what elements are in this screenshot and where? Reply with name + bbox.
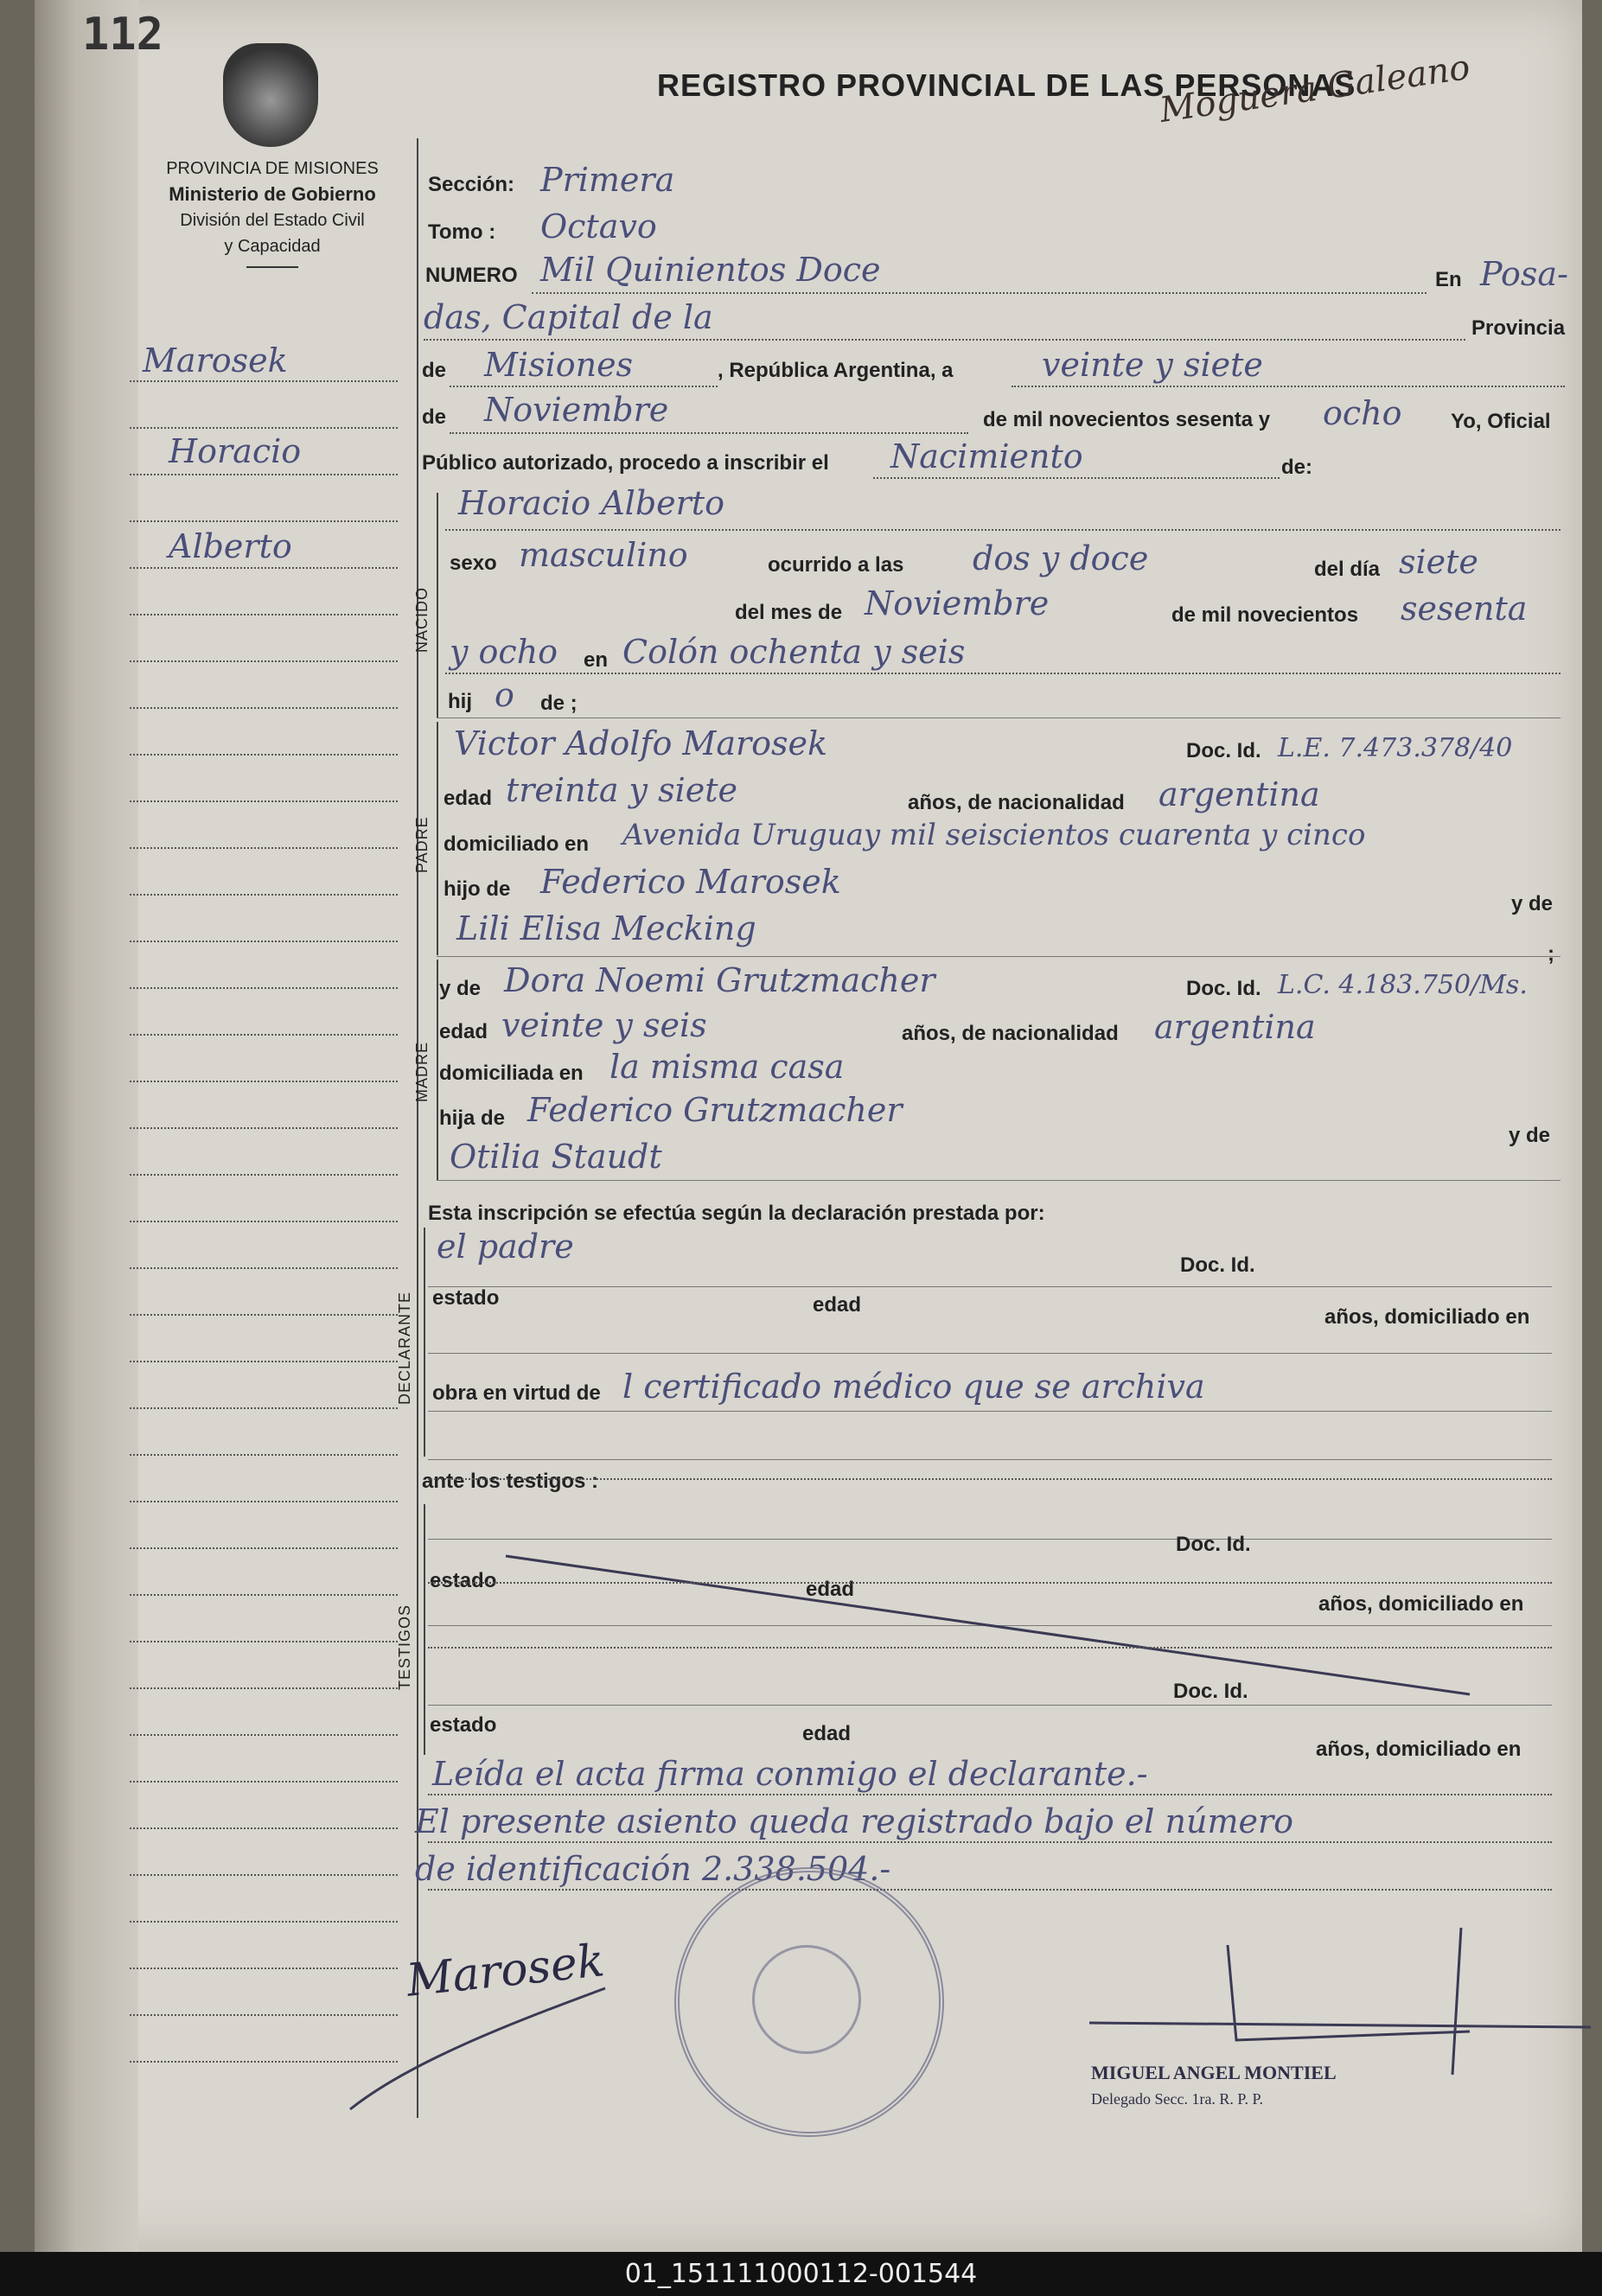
madre-dom-label: domiciliada en [439, 1062, 584, 1085]
testigo2-edad-label: edad [802, 1722, 852, 1745]
en-label-nacido: en [584, 648, 609, 672]
padre-doc-value: L.E. 7.473.378/40 [1278, 733, 1513, 763]
en-label: En [1435, 268, 1462, 291]
body-rule-line [428, 1478, 1552, 1480]
declarante-estado-label: estado [432, 1286, 500, 1310]
margin-name2: Alberto [169, 527, 292, 565]
ocurrido-label: ocurrido a las [768, 553, 904, 577]
padre-hijo-label: hijo de [444, 877, 511, 901]
closing-line2: El presente asiento queda registrado bajo el número [415, 1802, 1294, 1840]
publico-label: Público autorizado, procedo a inscribir el [422, 451, 829, 475]
body-rule-line [428, 1794, 1552, 1795]
madre-nacionalidad-value: argentina [1154, 1008, 1316, 1046]
testigo1-edad-label: edad [806, 1578, 855, 1601]
side-label-padre: PADRE [413, 816, 431, 873]
year-value: ocho [1323, 394, 1402, 432]
padre-nacionalidad-value: argentina [1158, 775, 1320, 813]
de-semicolon-label: de ; [540, 692, 578, 715]
page-number: 112 [82, 9, 163, 61]
side-label-nacido: NACIDO [413, 586, 431, 653]
testigo1-doc-label: Doc. Id. [1176, 1533, 1251, 1556]
padre-doc-label: Doc. Id. [1186, 739, 1261, 762]
padre-nac-label: años, de nacionalidad [908, 791, 1125, 814]
mes-label: del mes de [735, 601, 843, 624]
testigo2-anos-label: años, domiciliado en [1316, 1738, 1522, 1761]
hij-suffix: o [495, 676, 514, 714]
day-value: veinte y siete [1042, 346, 1263, 384]
declarante-anos-label: años, domiciliado en [1324, 1305, 1530, 1329]
office-province: PROVINCIA DE MISIONES [166, 159, 379, 178]
madre-nac-label: años, de nacionalidad [902, 1022, 1119, 1045]
lugar-value: Colón ochenta y seis [622, 633, 966, 671]
declarante-obra-value: l certificado médico que se archiva [622, 1368, 1205, 1406]
margin-name1: Horacio [169, 432, 302, 470]
office-capacity: y Capacidad [224, 237, 321, 256]
seccion-value: Primera [540, 161, 675, 199]
page-title: REGISTRO PROVINCIAL DE LAS PERSONAS [657, 67, 1356, 103]
padre-edad-label: edad [444, 787, 493, 810]
dia-value: siete [1399, 543, 1478, 581]
padre-semicolon: ; [1548, 942, 1554, 966]
margin-surname: Marosek [143, 341, 288, 379]
padre-dom-label: domiciliado en [444, 832, 590, 856]
act-type-value: Nacimiento [890, 437, 1083, 475]
month-value: Noviembre [484, 391, 669, 429]
side-label-madre: MADRE [413, 1041, 431, 1102]
declarante-name: el padre [437, 1228, 574, 1266]
padre-padre-de-value: Federico Marosek [540, 863, 841, 901]
madre-domicilio-value: la misma casa [610, 1048, 845, 1086]
mil-label: de mil novecientos [1171, 603, 1359, 627]
declarante-signature: Marosek [404, 1935, 607, 2007]
mes-value: Noviembre [865, 584, 1050, 622]
body-rule-line [428, 1889, 1552, 1891]
sexo-value: masculino [519, 536, 688, 574]
nacido-name: Horacio Alberto [458, 484, 724, 522]
oficial-label: Yo, Oficial [1451, 410, 1551, 433]
office-division: División del Estado Civil [180, 211, 365, 230]
oficial-title: Delegado Secc. 1ra. R. P. P. [1091, 2090, 1263, 2108]
closing-line3: de identificación 2.338.504.- [415, 1850, 891, 1888]
testigo2-estado-label: estado [430, 1713, 497, 1737]
de-label: de [422, 359, 447, 382]
padre-domicilio-value: Avenida Uruguay mil seiscientos cuarenta y cinco [622, 818, 1366, 852]
province-value: Misiones [484, 346, 634, 384]
padre-y-de-label: y de [1511, 892, 1554, 915]
official-seal-emblem-icon [752, 1945, 861, 2054]
provincia-label: Provincia [1471, 316, 1566, 340]
anio-value: sesenta [1401, 590, 1528, 628]
body-rule-line [428, 1647, 1552, 1649]
padre-madre-de-value: Lili Elisa Mecking [456, 909, 756, 947]
padre-edad-value: treinta y siete [506, 771, 738, 809]
sexo-label: sexo [450, 552, 497, 575]
republica-label: , República Argentina, a [718, 359, 954, 382]
numero-value: Mil Quinientos Doce [540, 251, 881, 289]
numero-label: NUMERO [425, 264, 518, 287]
testigo1-estado-label: estado [430, 1569, 497, 1592]
archive-id-footer: 01_151111000112-001544 [0, 2252, 1602, 2296]
madre-hija-label: hija de [439, 1107, 506, 1130]
body-rule-line [428, 1841, 1552, 1843]
madre-madre-de-value: Otilia Staudt [450, 1138, 662, 1176]
side-label-declarante: DECLARANTE [396, 1291, 413, 1405]
de-label-2: de [422, 405, 447, 429]
testigos-intro: ante los testigos : [422, 1470, 599, 1493]
del-dia-label: del día [1314, 558, 1381, 581]
madre-name: Dora Noemi Grutzmacher [504, 961, 935, 999]
closing-line1: Leída el acta firma conmigo el declarante.- [432, 1755, 1148, 1793]
top-signature: Moguera Galeano [1157, 48, 1473, 131]
testigo1-anos-label: años, domiciliado en [1318, 1592, 1524, 1616]
madre-doc-value: L.C. 4.183.750/Ms. [1278, 970, 1528, 1000]
body-rule-line [428, 1582, 1552, 1584]
madre-y-de-label-2: y de [1509, 1124, 1551, 1147]
oficial-name: MIGUEL ANGEL MONTIEL [1091, 2062, 1337, 2083]
de-colon-label: de: [1281, 456, 1312, 479]
anio-cont-value: y ocho [450, 633, 558, 671]
declarante-doc-label: Doc. Id. [1180, 1253, 1255, 1277]
tomo-label: Tomo : [428, 220, 496, 244]
madre-doc-label: Doc. Id. [1186, 977, 1261, 1000]
office-ministry: Ministerio de Gobierno [169, 183, 376, 205]
testigo2-doc-label: Doc. Id. [1173, 1680, 1248, 1703]
madre-edad-value: veinte y seis [501, 1006, 707, 1044]
en-value: Posa- [1480, 255, 1568, 293]
side-label-testigos: TESTIGOS [396, 1604, 413, 1690]
declarante-intro: Esta inscripción se efectúa según la declaración prestada por: [428, 1202, 1045, 1225]
padre-name: Victor Adolfo Marosek [454, 724, 828, 762]
madre-edad-label: edad [439, 1020, 488, 1043]
hij-label: hij [448, 690, 472, 713]
seccion-label: Sección: [428, 173, 515, 196]
madre-padre-de-value: Federico Grutzmacher [527, 1091, 903, 1129]
tomo-value: Octavo [540, 207, 657, 246]
declarante-edad-label: edad [813, 1293, 862, 1317]
place-continuation: das, Capital de la [424, 298, 713, 336]
year-label: de mil novecientos sesenta y [983, 408, 1271, 431]
declarante-obra-label: obra en virtud de [432, 1381, 601, 1405]
hora-value: dos y doce [973, 539, 1149, 577]
madre-y-de-label: y de [439, 977, 482, 1000]
